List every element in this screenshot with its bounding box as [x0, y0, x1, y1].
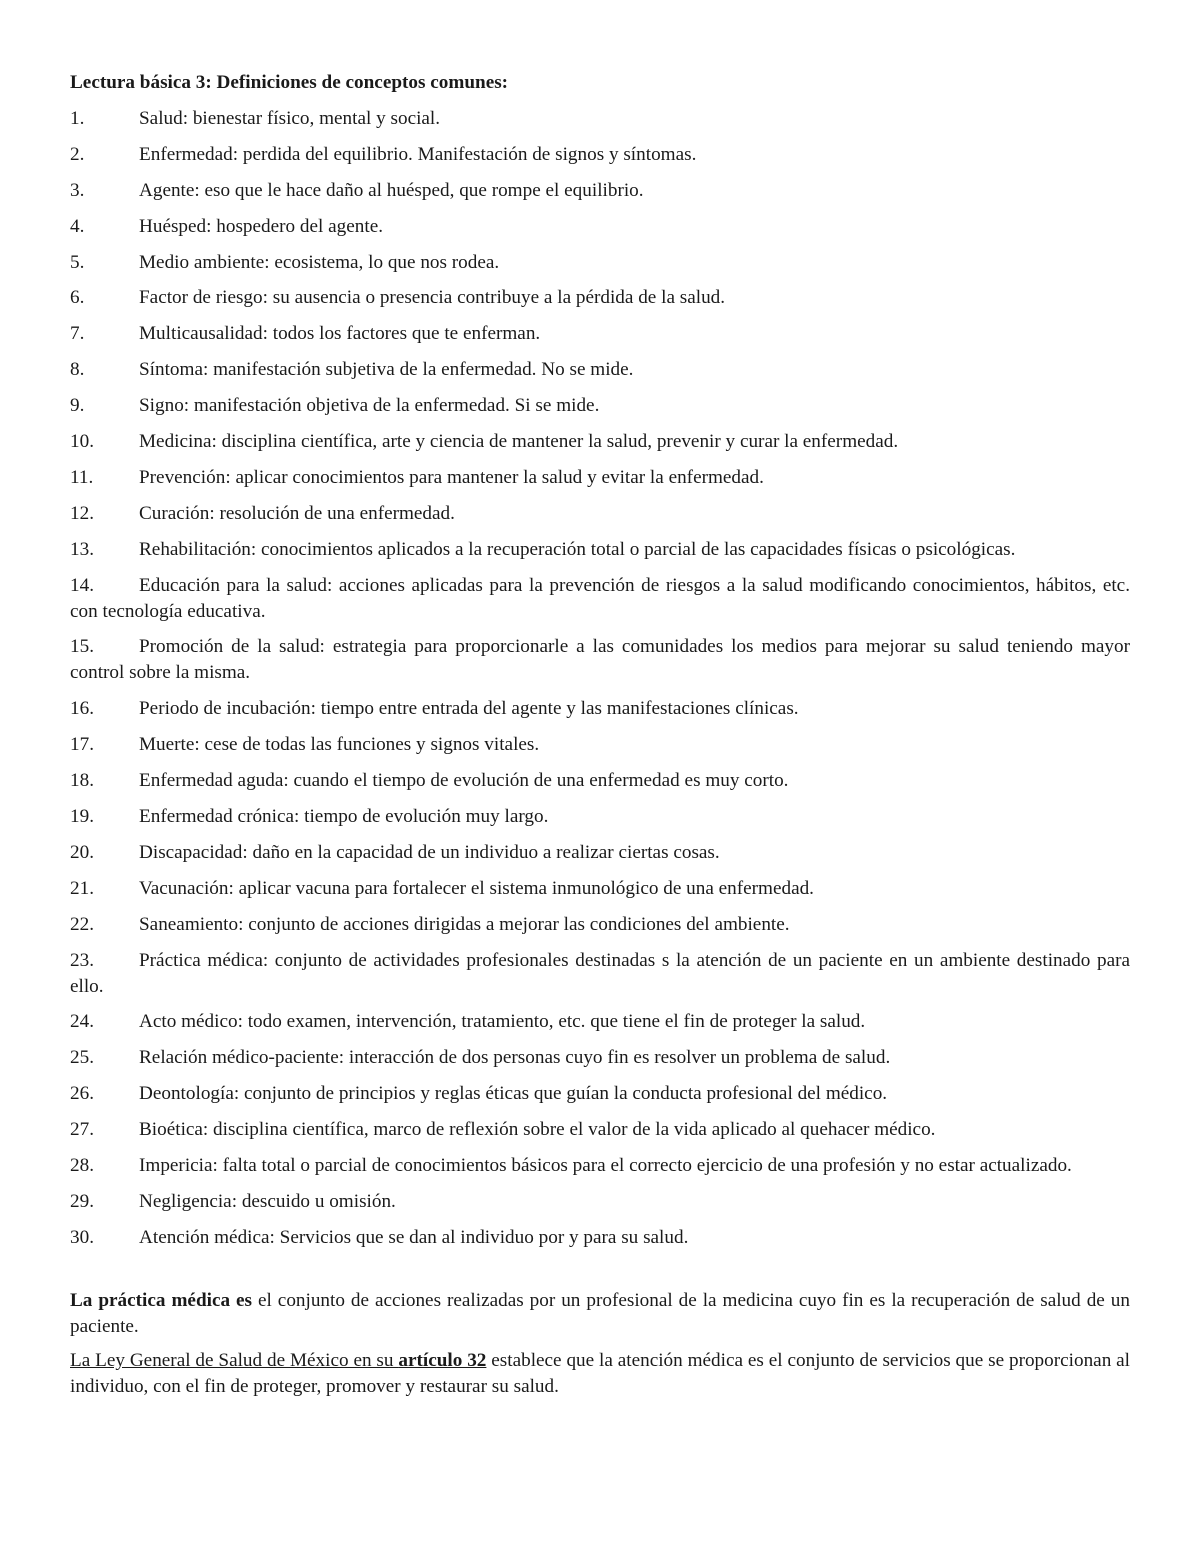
document-page: [70, 70, 1130, 1408]
definition-number: 7.: [70, 323, 85, 345]
definition-number: 9.: [70, 395, 85, 417]
ley-paragraph: [70, 1348, 1130, 1400]
ley-text: establece que la atención médica es el conjunto de servicios que se proporcionan al individuo, con el fin de proteger, promover y restaurar su salud.: [70, 1349, 1131, 1397]
definitions-list: [70, 106, 1130, 1251]
definition-item: [70, 876, 1130, 902]
definition-item: [70, 178, 1130, 204]
definition-text: Signo: manifestación objetiva de la enfermedad. Si se mide.: [139, 395, 600, 417]
definition-number: 30.: [70, 1226, 94, 1248]
definition-text: Periodo de incubación: tiempo entre entrada del agente y las manifestaciones clínicas.: [139, 698, 799, 720]
definition-item: [70, 501, 1130, 527]
definition-item: [70, 948, 1130, 1000]
definition-text: Atención médica: Servicios que se dan al individuo por y para su salud.: [139, 1226, 689, 1248]
definition-text: Saneamiento: conjunto de acciones dirigidas a mejorar las condiciones del ambiente.: [139, 913, 790, 935]
definition-text: Promoción de la salud: estrategia para proporcionarle a las comunidades los medios para mejorar su salud teniendo mayor control sobre la misma.: [70, 636, 1130, 684]
definition-item: [70, 634, 1130, 686]
definition-number: 19.: [70, 806, 94, 828]
definition-number: 20.: [70, 841, 94, 863]
definition-number: 4.: [70, 215, 85, 237]
definition-text: Educación para la salud: acciones aplicadas para la prevención de riesgos a la salud modificando conocimientos, hábitos, etc. con tecnología educativa.: [70, 574, 1130, 622]
definition-item: [70, 804, 1130, 830]
definition-item: [70, 1081, 1130, 1107]
definition-item: [70, 732, 1130, 758]
definition-item: [70, 321, 1130, 347]
definition-text: Síntoma: manifestación subjetiva de la enfermedad. No se mide.: [139, 359, 634, 381]
definition-text: Huésped: hospedero del agente.: [139, 215, 384, 237]
definition-item: [70, 106, 1130, 132]
definition-text: Curación: resolución de una enfermedad.: [139, 502, 455, 524]
definition-text: Enfermedad crónica: tiempo de evolución muy largo.: [139, 806, 549, 828]
definition-number: 2.: [70, 143, 85, 165]
definition-number: 25.: [70, 1047, 94, 1069]
document-title: Lectura básica 3: Definiciones de conceptos comunes:: [70, 72, 509, 93]
ley-article: artículo 32: [398, 1349, 487, 1371]
definition-number: 5.: [70, 251, 85, 273]
definition-number: 6.: [70, 287, 85, 309]
definition-text: Rehabilitación: conocimientos aplicados a la recuperación total o parcial de las capacidades físicas o psicológicas.: [139, 538, 1016, 560]
definition-item: [70, 1153, 1130, 1179]
definition-text: Acto médico: todo examen, intervención, tratamiento, etc. que tiene el fin de proteger la salud.: [139, 1011, 866, 1033]
definition-item: [70, 393, 1130, 419]
definition-number: 12.: [70, 502, 94, 524]
definition-text: Factor de riesgo: su ausencia o presencia contribuye a la pérdida de la salud.: [139, 287, 726, 309]
definition-item: [70, 1117, 1130, 1143]
definition-item: [70, 1189, 1130, 1215]
ley-reference-text: La Ley General de Salud de México en su: [70, 1349, 399, 1371]
definition-text: Medicina: disciplina científica, arte y ciencia de mantener la salud, prevenir y curar la enfermedad.: [139, 431, 899, 453]
definition-item: [70, 696, 1130, 722]
definition-text: Enfermedad: perdida del equilibrio. Manifestación de signos y síntomas.: [139, 143, 697, 165]
definition-number: 11.: [70, 466, 94, 488]
definition-number: 18.: [70, 770, 94, 792]
definition-item: [70, 1225, 1130, 1251]
practica-paragraph: [70, 1288, 1130, 1340]
practica-text: el conjunto de acciones realizadas por un profesional de la medicina cuyo fin es la recuperación de salud de un paciente.: [70, 1289, 1130, 1337]
definition-item: [70, 285, 1130, 311]
definition-number: 24.: [70, 1011, 94, 1033]
definition-text: Enfermedad aguda: cuando el tiempo de evolución de una enfermedad es muy corto.: [139, 770, 789, 792]
definition-item: [70, 214, 1130, 240]
definition-item: [70, 768, 1130, 794]
definition-text: Salud: bienestar físico, mental y social.: [139, 108, 441, 129]
definition-item: [70, 142, 1130, 168]
definition-number: 10.: [70, 431, 94, 453]
definition-item: [70, 537, 1130, 563]
definition-number: 3.: [70, 179, 85, 201]
spacer: [70, 1261, 1130, 1288]
definition-text: Deontología: conjunto de principios y reglas éticas que guían la conducta profesional del médico.: [139, 1083, 888, 1105]
definition-number: 8.: [70, 359, 85, 381]
definition-number: 23.: [70, 949, 94, 971]
definition-text: Muerte: cese de todas las funciones y signos vitales.: [139, 734, 540, 756]
definition-item: [70, 1045, 1130, 1071]
definition-number: 29.: [70, 1190, 94, 1212]
definition-item: [70, 912, 1130, 938]
definition-text: Discapacidad: daño en la capacidad de un individuo a realizar ciertas cosas.: [139, 841, 720, 863]
definition-number: 16.: [70, 698, 94, 720]
definition-item: [70, 573, 1130, 625]
definition-text: Relación médico-paciente: interacción de dos personas cuyo fin es resolver un problema de salud.: [139, 1047, 891, 1069]
definition-text: Práctica médica: conjunto de actividades profesionales destinadas s la atención de un paciente en un ambiente destinado para ello.: [70, 949, 1130, 997]
definition-number: 22.: [70, 913, 94, 935]
definition-text: Negligencia: descuido u omisión.: [139, 1190, 396, 1212]
definition-number: 1.: [70, 108, 85, 129]
ley-reference: [70, 1350, 486, 1371]
definition-item: [70, 250, 1130, 276]
definition-number: 15.: [70, 636, 94, 658]
definition-text: Impericia: falta total o parcial de conocimientos básicos para el correcto ejercicio de una profesión y no estar actualizado.: [139, 1155, 1072, 1177]
definition-number: 26.: [70, 1083, 94, 1105]
definition-text: Medio ambiente: ecosistema, lo que nos rodea.: [139, 251, 500, 273]
definition-item: [70, 1009, 1130, 1035]
definition-text: Prevención: aplicar conocimientos para mantener la salud y evitar la enfermedad.: [139, 466, 764, 488]
definition-number: 14.: [70, 574, 94, 596]
definition-number: 27.: [70, 1119, 94, 1141]
definition-text: Bioética: disciplina científica, marco de reflexión sobre el valor de la vida aplicado al quehacer médico.: [139, 1119, 936, 1141]
definition-item: [70, 465, 1130, 491]
definition-text: Agente: eso que le hace daño al huésped, que rompe el equilibrio.: [139, 179, 644, 201]
definition-number: 21.: [70, 877, 94, 899]
definition-item: [70, 429, 1130, 455]
practica-lead: La práctica médica es: [70, 1289, 253, 1311]
definition-number: 13.: [70, 538, 94, 560]
definition-number: 28.: [70, 1155, 94, 1177]
definition-number: 17.: [70, 734, 94, 756]
definition-item: [70, 357, 1130, 383]
definition-item: [70, 840, 1130, 866]
definition-text: Vacunación: aplicar vacuna para fortalecer el sistema inmunológico de una enfermedad.: [139, 877, 814, 899]
definition-text: Multicausalidad: todos los factores que te enferman.: [139, 323, 541, 345]
